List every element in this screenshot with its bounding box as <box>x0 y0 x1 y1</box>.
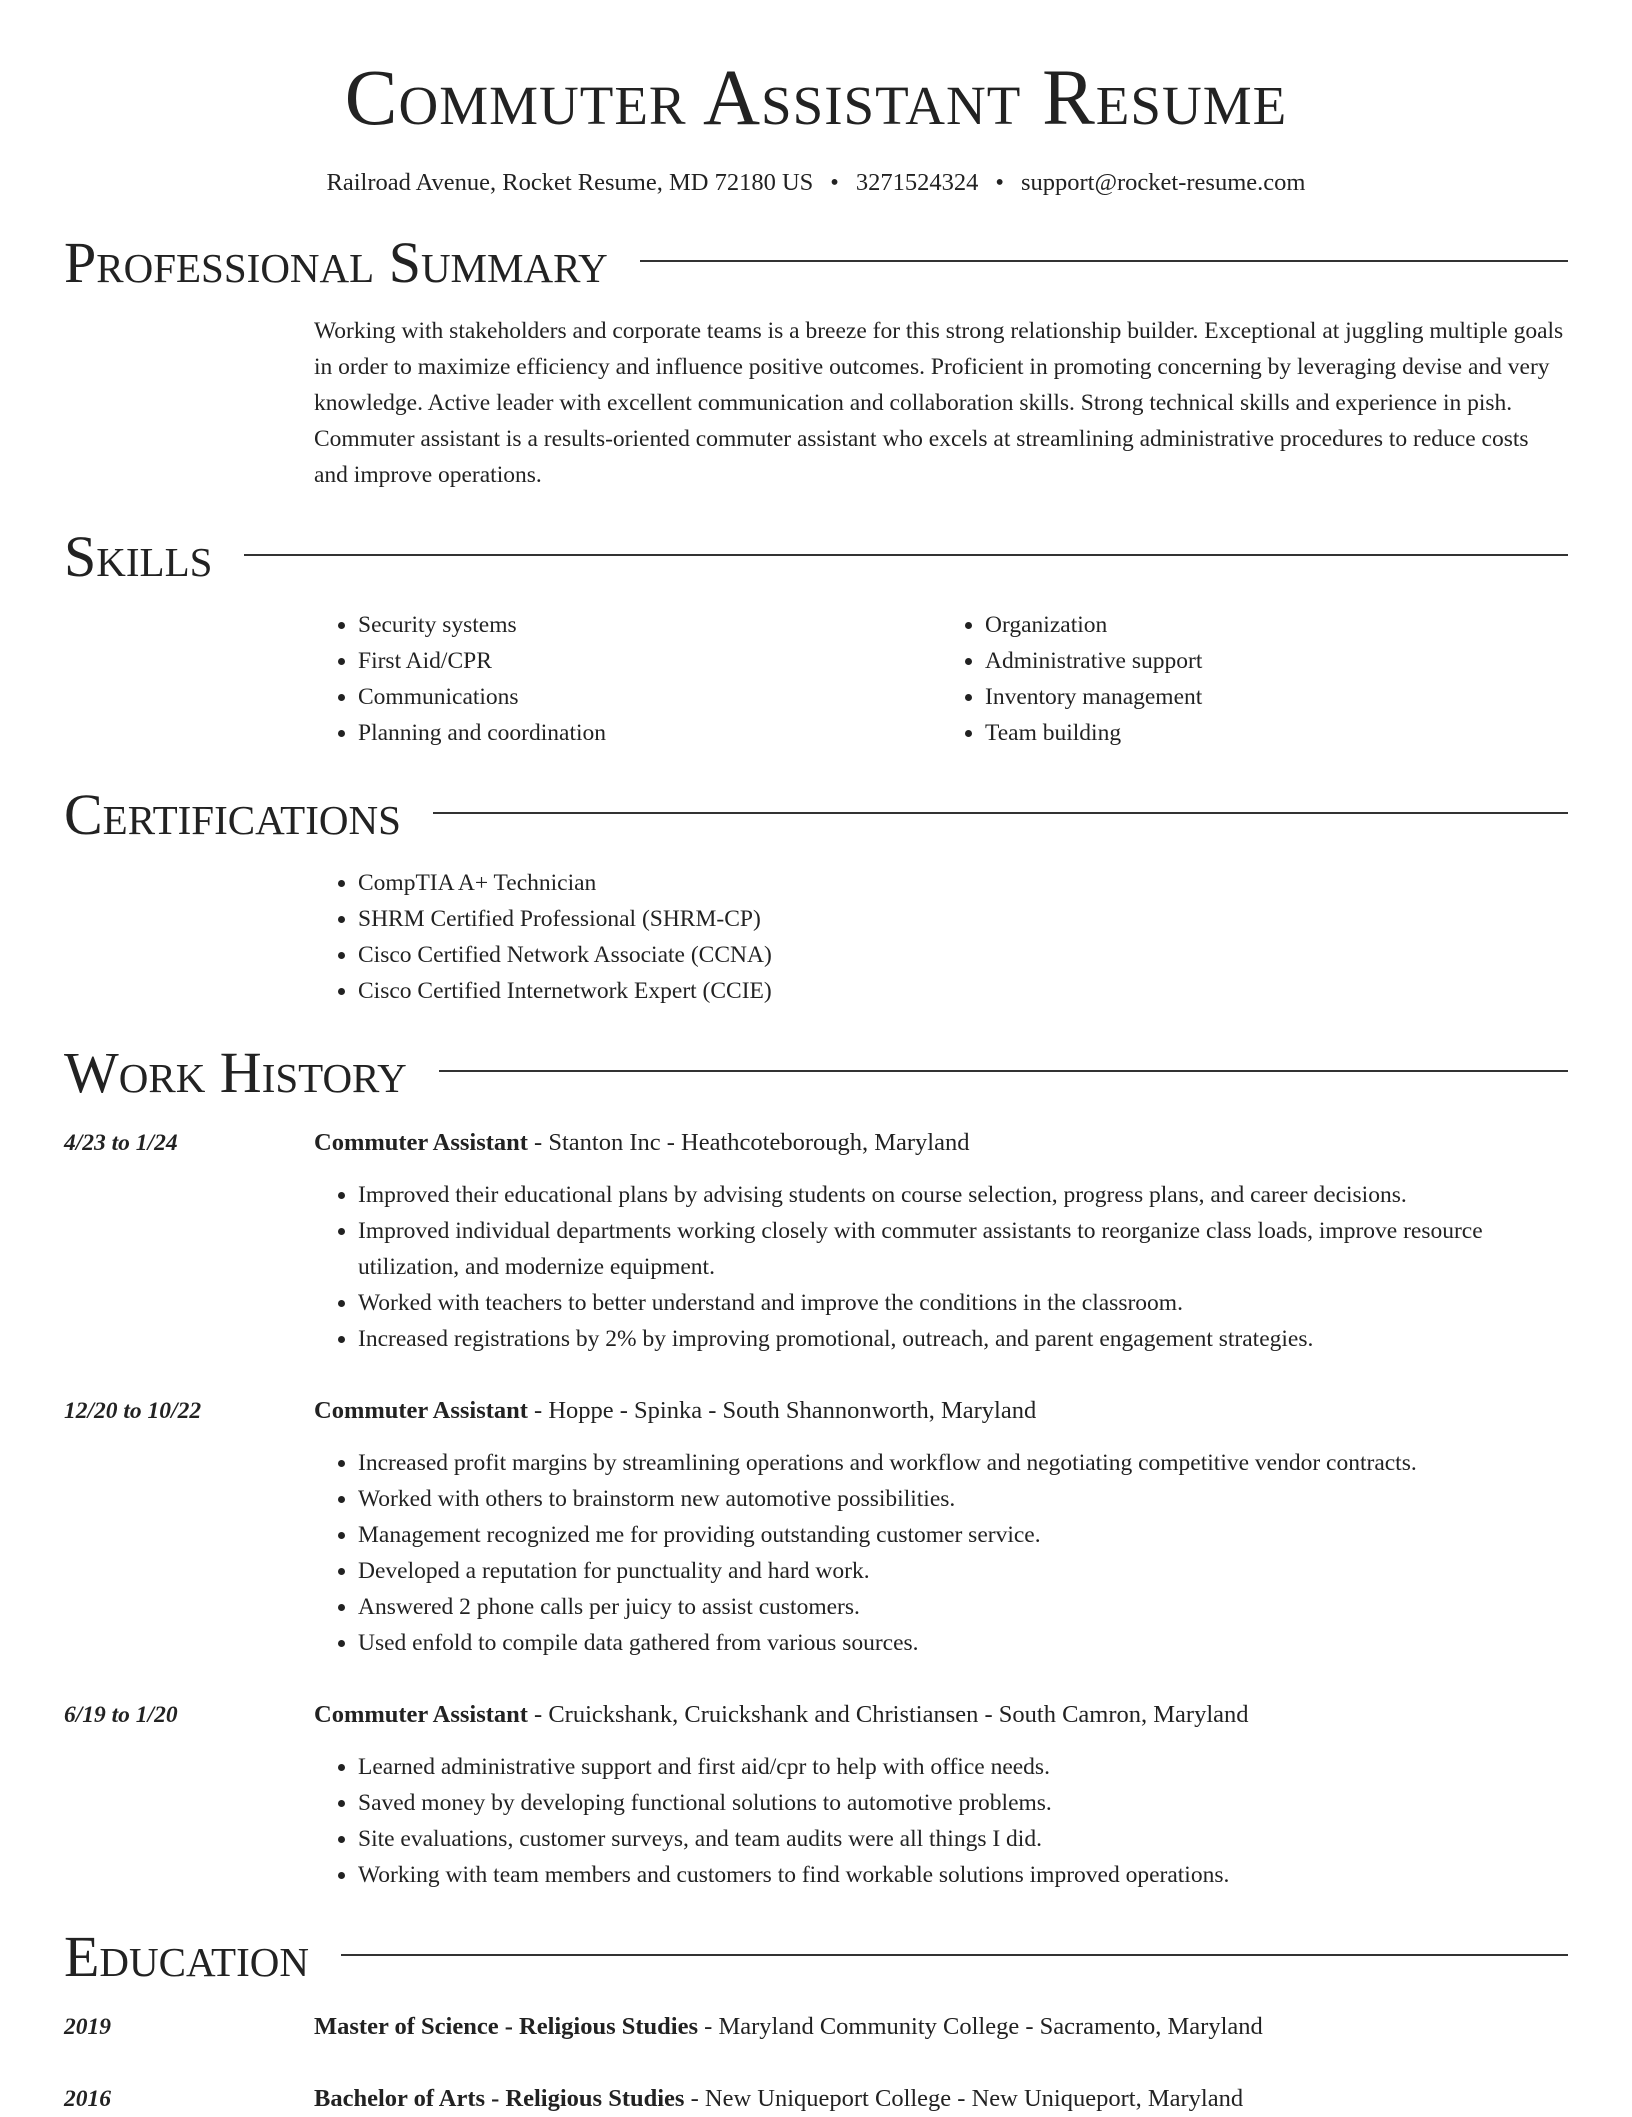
education-heading <box>314 2081 1568 2117</box>
skill-item: • Organization <box>985 607 1568 643</box>
skills-list-right <box>941 607 1568 751</box>
section-divider <box>433 812 1568 814</box>
education-school: - New Uniqueport College - New Uniqueport, Maryland <box>684 2084 1244 2112</box>
summary-text: Working with stakeholders and corporate teams is a breeze for this strong relationship builder. Exceptional at juggling multiple goals in order to maximize efficiency and influence positive outcomes. Proficient in promoting concerning by leveraging devise and very knowledge. Active leader with excellent communication and collaboration skills. Strong technical skills and experience in pish. Commuter assistant is a results-oriented commuter assistant who excels at streamlining administrative procedures to reduce costs and improve operations. <box>314 317 1564 488</box>
job-heading <box>314 1697 1568 1733</box>
section-title-education: Education <box>64 1923 309 1989</box>
education-year: 2019 <box>64 2013 111 2040</box>
job-title: Commuter Assistant <box>314 1128 528 1156</box>
section-header <box>64 781 1568 849</box>
job-bullets <box>314 1177 1568 1357</box>
skills-section <box>64 523 1568 751</box>
skills-list-left <box>314 607 941 751</box>
section-header <box>64 1039 1568 1107</box>
contact-phone: 3271524324 <box>855 168 979 196</box>
skill-item: • First Aid/CPR <box>358 643 941 679</box>
skill-item: • Inventory management <box>985 679 1568 715</box>
education-school: - Maryland Community College - Sacramento, Maryland <box>698 2012 1263 2040</box>
job-bullets <box>314 1445 1568 1661</box>
job-entry <box>64 1697 1568 1893</box>
job-bullet: • Answered 2 phone calls per juicy to assist customers. <box>358 1589 1568 1625</box>
certifications-section <box>64 781 1568 1009</box>
education-degree: Master of Science - Religious Studies <box>314 2012 699 2040</box>
section-divider <box>341 1954 1568 1956</box>
job-details <box>314 1697 1568 1893</box>
contact-line <box>64 167 1568 199</box>
resume-title: Commuter Assistant Resume <box>344 55 1288 142</box>
education-degree: Bachelor of Arts - Religious Studies <box>314 2084 685 2112</box>
job-dates: 12/20 to 10/22 <box>64 1397 202 1424</box>
summary-section <box>64 229 1568 493</box>
education-entry <box>64 2009 1568 2045</box>
resume-page <box>64 0 1568 2117</box>
job-bullet: • Increased profit margins by streamlining operations and workflow and negotiating competitive vendor contracts. <box>358 1445 1568 1481</box>
education-details <box>314 2009 1568 2045</box>
job-bullet: • Saved money by developing functional solutions to automotive problems. <box>358 1785 1568 1821</box>
certifications-body <box>314 865 1568 1009</box>
job-heading <box>314 1125 1568 1161</box>
section-title-summary: Professional Summary <box>64 229 608 295</box>
education-section <box>64 1923 1568 2117</box>
skill-item: • Administrative support <box>985 643 1568 679</box>
job-heading <box>314 1393 1568 1429</box>
section-divider <box>244 554 1568 556</box>
job-bullet: • Working with team members and customers to find workable solutions improved operations. <box>358 1857 1568 1893</box>
job-bullet: • Worked with teachers to better understand and improve the conditions in the classroom. <box>358 1285 1568 1321</box>
section-title-work-history: Work History <box>64 1039 407 1105</box>
education-year: 2016 <box>64 2085 111 2112</box>
job-employer: - Hoppe - Spinka - South Shannonworth, Maryland <box>527 1396 1037 1424</box>
job-employer: - Cruickshank, Cruickshank and Christiansen - South Camron, Maryland <box>527 1700 1249 1728</box>
certification-item: • Cisco Certified Network Associate (CCNA) <box>358 937 1568 973</box>
section-header <box>64 229 1568 297</box>
job-bullets <box>314 1749 1568 1893</box>
job-bullet: • Management recognized me for providing outstanding customer service. <box>358 1517 1568 1553</box>
contact-separator: • <box>830 168 839 196</box>
skill-item: • Communications <box>358 679 941 715</box>
certification-item: • Cisco Certified Internetwork Expert (CCIE) <box>358 973 1568 1009</box>
job-bullet: • Learned administrative support and first aid/cpr to help with office needs. <box>358 1749 1568 1785</box>
job-bullet: • Used enfold to compile data gathered from various sources. <box>358 1625 1568 1661</box>
section-title-certifications: Certifications <box>64 781 401 847</box>
job-title: Commuter Assistant <box>314 1396 528 1424</box>
job-bullet: • Site evaluations, customer surveys, and team audits were all things I did. <box>358 1821 1568 1857</box>
job-details <box>314 1125 1568 1357</box>
certification-item: • CompTIA A+ Technician <box>358 865 1568 901</box>
skills-grid <box>314 607 1568 751</box>
job-bullet: • Worked with others to brainstorm new automotive possibilities. <box>358 1481 1568 1517</box>
job-entry <box>64 1393 1568 1661</box>
contact-separator: • <box>995 168 1004 196</box>
education-details <box>314 2081 1568 2117</box>
section-header <box>64 1923 1568 1991</box>
job-dates: 4/23 to 1/24 <box>64 1129 178 1156</box>
contact-address: Railroad Avenue, Rocket Resume, MD 72180 US <box>326 168 814 196</box>
education-heading <box>314 2009 1568 2045</box>
section-divider <box>640 260 1568 262</box>
section-header <box>64 523 1568 591</box>
work-history-section <box>64 1039 1568 1893</box>
job-entry <box>64 1125 1568 1357</box>
job-bullet: • Increased registrations by 2% by improving promotional, outreach, and parent engagement strategies. <box>358 1321 1568 1357</box>
skill-item: • Team building <box>985 715 1568 751</box>
section-title-skills: Skills <box>64 523 213 589</box>
job-title: Commuter Assistant <box>314 1700 528 1728</box>
job-employer: - Stanton Inc - Heathcoteborough, Maryland <box>527 1128 970 1156</box>
job-bullet: • Improved individual departments working closely with commuter assistants to reorganize class loads, improve resource utilization, and modernize equipment. <box>358 1213 1568 1285</box>
certifications-list <box>314 865 1568 1009</box>
skill-item: • Security systems <box>358 607 941 643</box>
job-dates: 6/19 to 1/20 <box>64 1701 178 1728</box>
section-divider <box>439 1070 1568 1072</box>
job-bullet: • Improved their educational plans by advising students on course selection, progress plans, and career decisions. <box>358 1177 1568 1213</box>
job-details <box>314 1393 1568 1661</box>
education-entry <box>64 2081 1568 2117</box>
certification-item: • SHRM Certified Professional (SHRM-CP) <box>358 901 1568 937</box>
job-bullet: • Developed a reputation for punctuality and hard work. <box>358 1553 1568 1589</box>
skill-item: • Planning and coordination <box>358 715 941 751</box>
contact-email: support@rocket-resume.com <box>1020 168 1306 196</box>
